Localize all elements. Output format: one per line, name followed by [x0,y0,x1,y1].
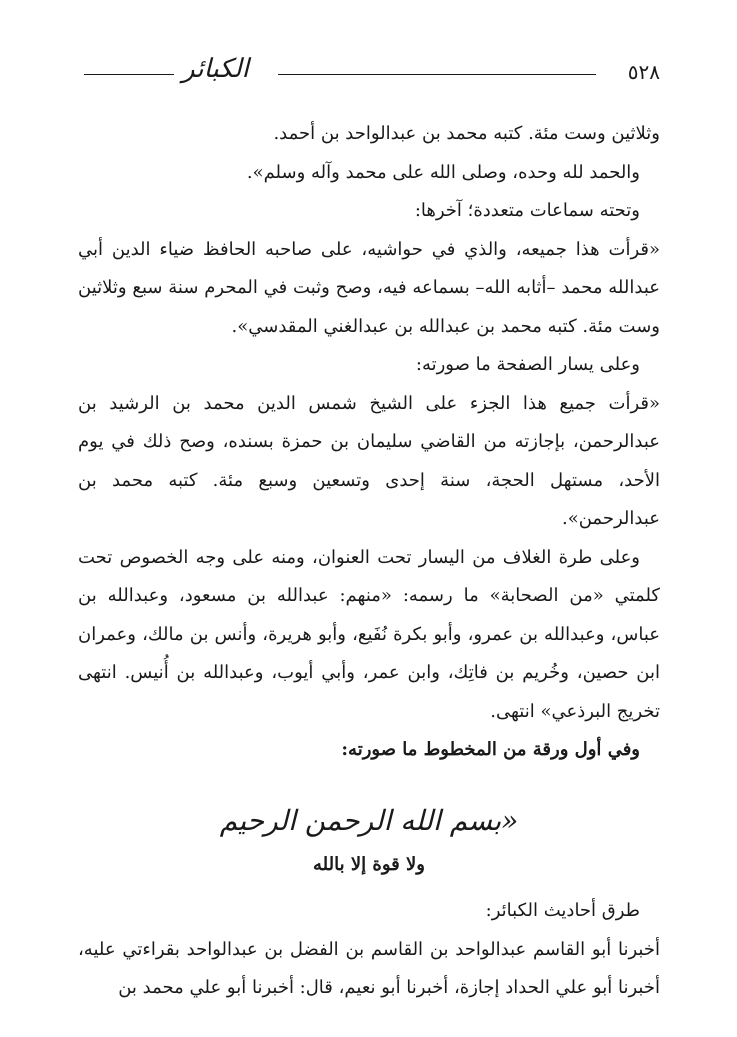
page-number: ٥٢٨ [627,60,660,84]
paragraph-4: «قرأت هذا جميعه، والذي في حواشيه، على صاحبه الحافظ ضياء الدين أبي عبدالله محمد –أثابه الله– بسماعه فيه، وصح وثبت في المحرم سنة سبع وثلاثين وست مئة. كتبه محمد بن عبدالله بن عبدالغني المقدسي». [78,238,660,337]
header-rule-left [84,74,174,75]
page-header [78,54,660,88]
paragraph-8: وفي أول ورقة من المخطوط ما صورته: [341,739,640,760]
paragraph-2: والحمد لله وحده، وصلى الله على محمد وآله وسلم». [246,161,640,183]
book-title: الكبائر [182,54,249,84]
paragraph-5: وعلى يسار الصفحة ما صورته: [415,354,640,375]
header-rule-right [278,74,596,75]
la-quwwa: ولا قوة إلا بالله [313,853,425,875]
paragraph-3: وتحته سماعات متعددة؛ آخرها: [414,200,640,221]
basmala: «بسم الله الرحمن الرحيم [219,803,519,837]
final-paragraph: أخبرنا أبو القاسم عبدالواحد بن القاسم بن الفضل بن عبدالواحد بقراءتي عليه، أخبرنا أبو علي الحداد إجازة، أخبرنا أبو نعيم، قال: أخبرنا أبو علي محمد بن [78,938,660,998]
paragraph-1: وثلاثين وست مئة. كتبه محمد بن عبدالواحد بن أحمد. [273,123,660,144]
paragraph-6: «قرأت جميع هذا الجزء على الشيخ شمس الدين محمد بن الرشيد بن عبدالرحمن، بإجازته من القاضي سليمان بن حمزة بسنده، وصح ذلك في يوم الأحد، مستهل الحجة، سنة إحدى وتسعين وسبع مئة. كتبه محمد بن عبدالرحمن». [78,392,660,529]
body-text [78,115,660,1008]
turuq-heading: طرق أحاديث الكبائر: [485,900,640,921]
paragraph-7: وعلى طرة الغلاف من اليسار تحت العنوان، ومنه على وجه الخصوص تحت كلمتي «من الصحابة» ما رسمه: «منهم: عبدالله بن مسعود، وعبدالله بن عباس، وعبدالله بن عمرو، وأبو بكرة نُفَيع، وأبو هريرة، وأنس بن مالك، وعمران ابن حصين، وخُريم بن فاتِك، وابن عمر، وأبي أيوب، وعبدالله بن أُنيس. انتهى تخريج البرذعي» انتهى. [78,546,660,722]
